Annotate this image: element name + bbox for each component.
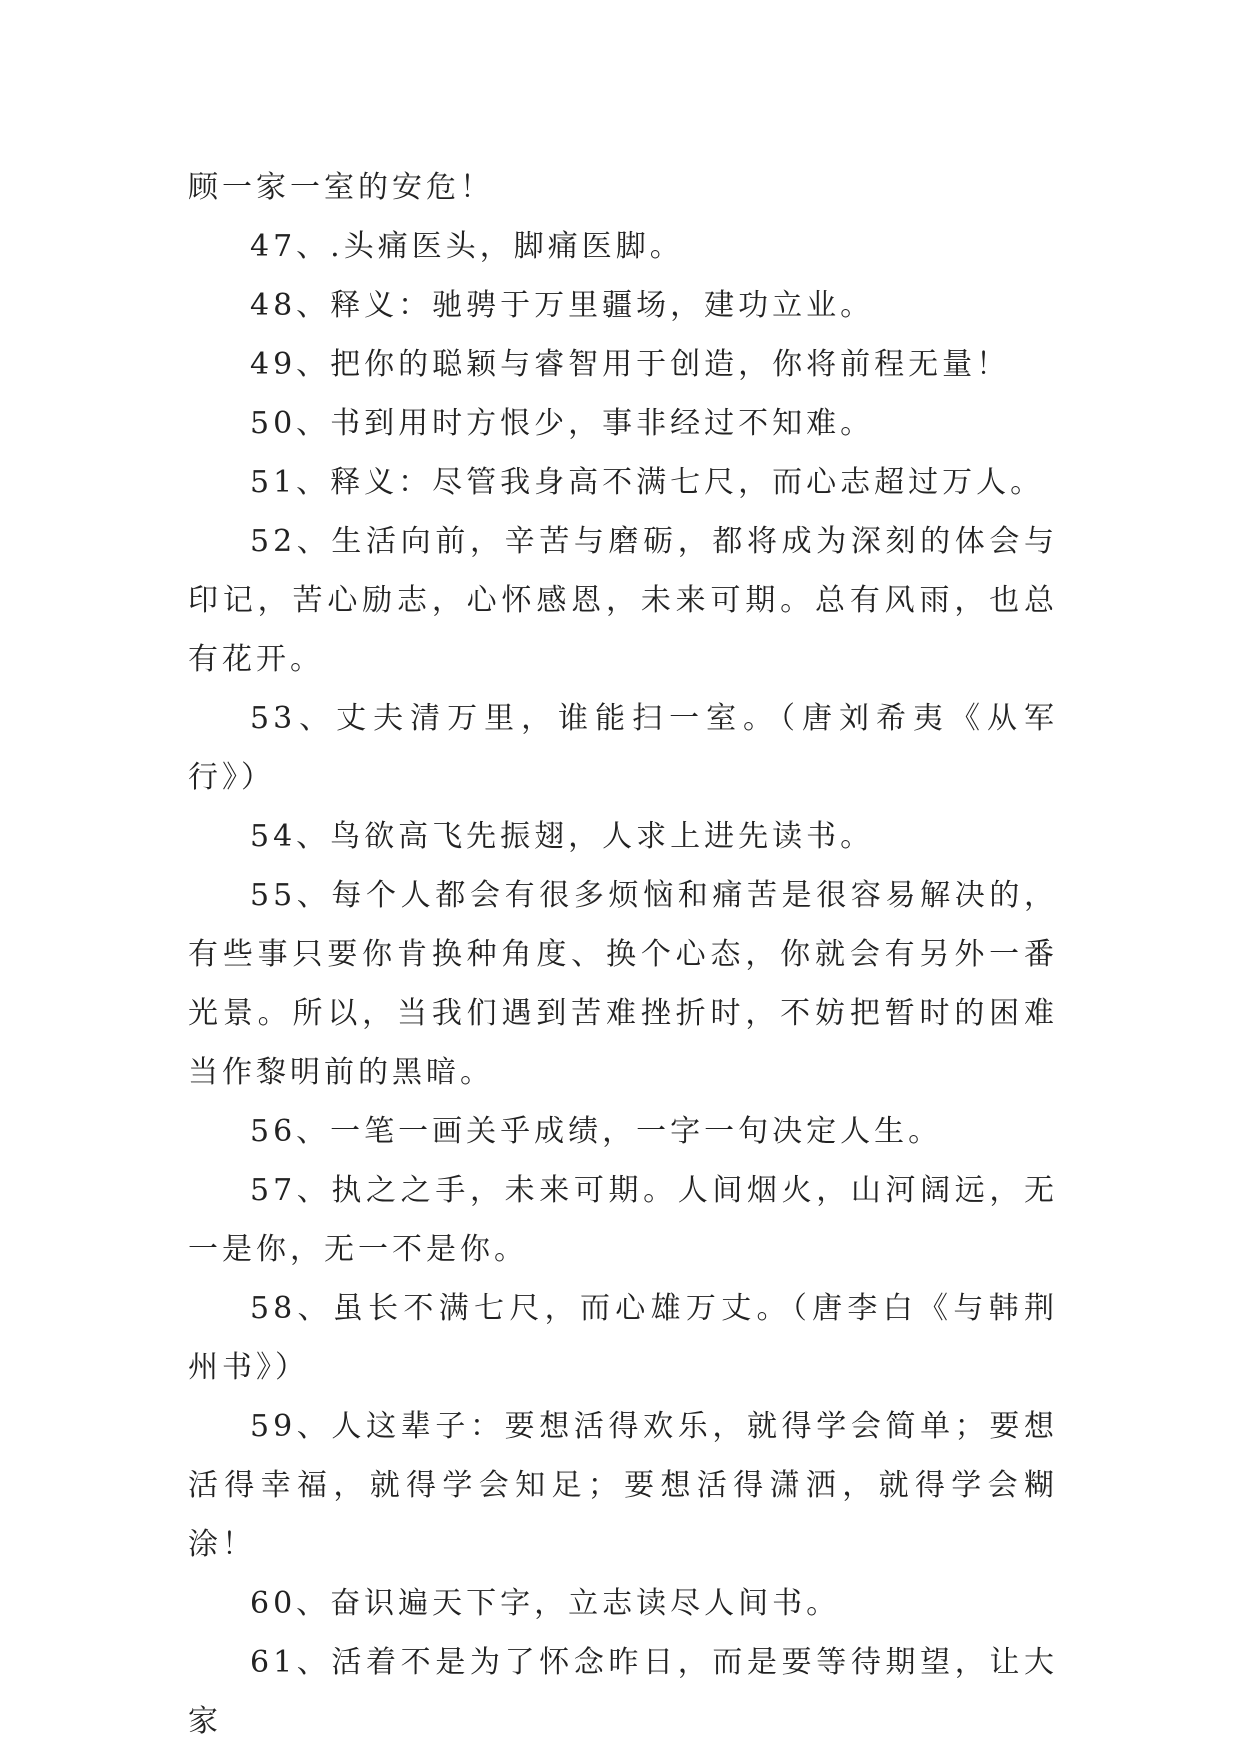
paragraph-57: 57、执之之手，未来可期。人间烟火，山河阔远，无一是你，无一不是你。: [188, 1173, 1058, 1267]
paragraph-61: 61、活着不是为了怀念昨日，而是要等待期望，让大家: [188, 1645, 1058, 1739]
paragraph-58: 58、虽长不满七尺，而心雄万丈。（唐李白《与韩荆州书》）: [188, 1291, 1058, 1385]
paragraph-51: 51、释义：尽管我身高不满七尺，而心志超过万人。: [250, 465, 1045, 500]
paragraph-53: 53、丈夫清万里，谁能扫一室。（唐刘希夷《从军行》）: [188, 701, 1058, 795]
paragraph-60: 60、奋识遍天下字，立志读尽人间书。: [250, 1586, 841, 1621]
paragraph-continuation: 顾一家一室的安危！: [188, 170, 494, 205]
paragraph-49: 49、把你的聪颖与睿智用于创造，你将前程无量！: [250, 347, 1011, 382]
document-body: [188, 158, 1058, 1751]
paragraph-52: 52、生活向前，辛苦与磨砺，都将成为深刻的体会与印记，苦心励志，心怀感恩，未来可期。总有风雨，也总有花开。: [188, 524, 1058, 677]
paragraph-56: 56、一笔一画关乎成绩，一字一句决定人生。: [250, 1114, 943, 1149]
paragraph-50: 50、书到用时方恨少，事非经过不知难。: [250, 406, 875, 441]
paragraph-48: 48、释义：驰骋于万里疆场，建功立业。: [250, 288, 875, 323]
paragraph-54: 54、鸟欲高飞先振翅，人求上进先读书。: [250, 819, 875, 854]
paragraph-55: 55、每个人都会有很多烦恼和痛苦是很容易解决的，有些事只要你肯换种角度、换个心态，你就会有另外一番光景。所以，当我们遇到苦难挫折时，不妨把暂时的困难当作黎明前的黑暗。: [188, 878, 1058, 1090]
paragraph-47: 47、.头痛医头，脚痛医脚。: [250, 229, 684, 264]
paragraph-59: 59、人这辈子：要想活得欢乐，就得学会简单；要想活得幸福，就得学会知足；要想活得潇洒，就得学会糊涂！: [188, 1409, 1058, 1562]
